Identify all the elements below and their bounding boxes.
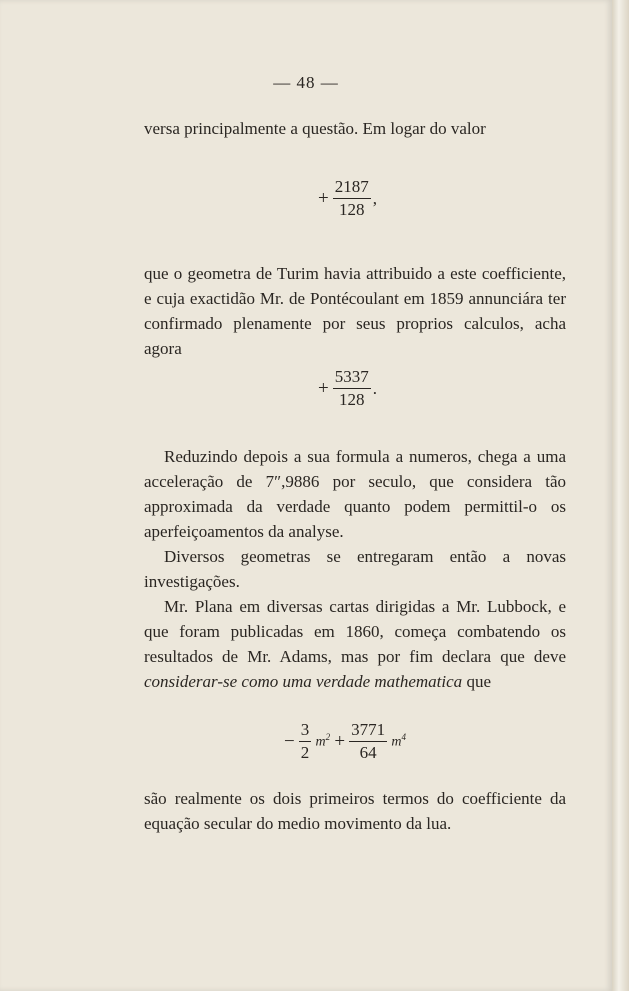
- paragraph-3: Reduzindo depois a sua formula a numeros, chega a uma acceleração de 7″,9886 por seculo, que considera tão approximada da verdade quanto podem permittil-o os aperfeiçoamentos da analyse.: [144, 447, 566, 541]
- fraction: [299, 720, 312, 763]
- formula-sign: +: [334, 730, 346, 752]
- formula-3: [284, 720, 406, 763]
- variable-m: [315, 732, 330, 751]
- fraction-numerator: 2187: [334, 177, 369, 196]
- fraction-denominator: 64: [349, 741, 387, 763]
- exponent: 2: [325, 732, 331, 743]
- fraction-numerator: 3771: [351, 720, 386, 739]
- formula-1: [318, 177, 377, 220]
- paragraph-4: Diversos geometras se entregaram então a novas investigações.: [144, 547, 566, 591]
- variable-letter: m: [391, 734, 402, 750]
- variable-letter: m: [315, 734, 326, 750]
- paragraph-5: [144, 594, 566, 694]
- variable-m: [391, 732, 406, 751]
- formula-sign: +: [318, 187, 329, 209]
- formula-punctuation: ,: [372, 188, 377, 208]
- page-number: — 48 —: [273, 73, 339, 92]
- formula-2: [318, 367, 377, 410]
- fraction: [349, 720, 387, 763]
- paragraph-5-tail: que: [462, 672, 491, 691]
- paragraph-6: são realmente os dois primeiros termos do coefficiente da equação secular do medio movimento da lua.: [144, 789, 566, 833]
- paragraph-5-emphasis: considerar-se como uma verdade mathematica: [144, 672, 463, 691]
- fraction-numerator: 3: [300, 720, 310, 739]
- formula-punctuation: .: [372, 378, 377, 398]
- fraction-denominator: 128: [333, 388, 371, 410]
- paragraph-1: versa principalmente a questão. Em logar do valor: [144, 119, 486, 138]
- formula-sign: +: [318, 377, 329, 399]
- fraction-denominator: 2: [300, 743, 310, 762]
- fraction: [333, 177, 371, 220]
- fraction-denominator: 128: [333, 198, 371, 220]
- paragraph-5-text: Mr. Plana em diversas cartas dirigidas a Mr. Lubbock, e que foram publicadas em 1860, começa combatendo os resultados de Mr. Adams, mas por fim declara que deve: [144, 597, 566, 666]
- fraction-numerator: 5337: [334, 367, 369, 386]
- exponent: 4: [401, 732, 406, 743]
- fraction: [333, 367, 371, 410]
- paragraph-2: que o geometra de Turim havia attribuido a este coefficiente, e cuja exactidão Mr. de Pontécoulant em 1859 annunciára ter confirmado plenamente por seus proprios calculos, acha agora: [144, 264, 566, 358]
- page-edge: [612, 0, 629, 991]
- formula-sign: −: [284, 730, 295, 752]
